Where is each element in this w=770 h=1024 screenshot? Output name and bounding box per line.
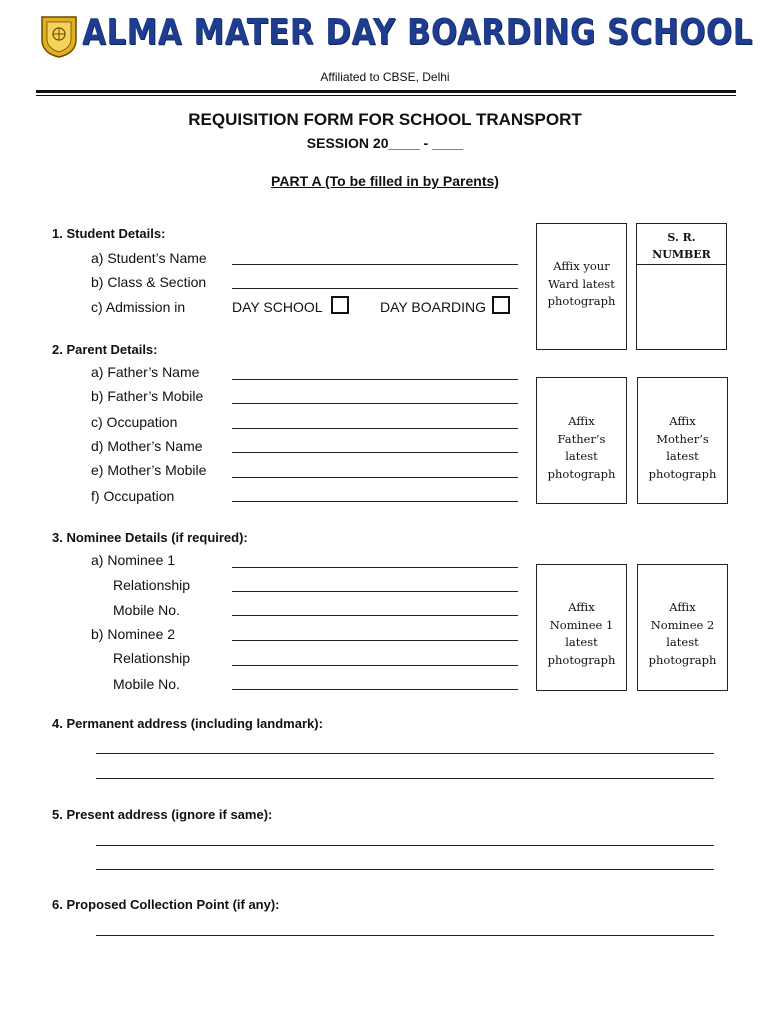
photo-text: photograph xyxy=(547,652,616,667)
affiliation-text: Affiliated to CBSE, Delhi xyxy=(320,70,450,84)
mother-photo-box[interactable] xyxy=(637,377,728,504)
photo-text: latest xyxy=(666,635,699,649)
nominee1-relationship-field[interactable] xyxy=(232,591,518,592)
photo-text: photograph xyxy=(547,466,616,481)
school-logo xyxy=(40,14,78,58)
present-address-line-1[interactable] xyxy=(96,845,714,846)
class-section-field[interactable] xyxy=(232,288,518,289)
header-rule-thin xyxy=(36,95,736,96)
sr-divider xyxy=(637,264,726,265)
session-field[interactable]: SESSION 20____ - ____ xyxy=(306,135,464,151)
mother-mobile-field[interactable] xyxy=(232,477,518,478)
sr-number-box[interactable] xyxy=(636,223,727,350)
nominee2-field[interactable] xyxy=(232,640,518,641)
photo-text: Nominee 1 xyxy=(549,617,614,632)
present-address-line-2[interactable] xyxy=(96,869,714,870)
admission-label: c) Admission in xyxy=(91,299,186,315)
sr-label: S. R. xyxy=(667,231,696,244)
nominee1-mobile-field[interactable] xyxy=(232,615,518,616)
class-section-label: b) Class & Section xyxy=(91,274,207,290)
nominee2-mobile-field[interactable] xyxy=(232,689,518,690)
day-school-label: DAY SCHOOL xyxy=(232,299,323,315)
father-occupation-label: c) Occupation xyxy=(91,414,178,430)
photo-text: latest xyxy=(565,635,598,649)
photo-text: photograph xyxy=(648,652,717,667)
photo-text: photograph xyxy=(547,294,616,308)
part-a-heading: PART A (To be filled in by Parents) xyxy=(271,173,499,189)
collection-point-heading: 6. Proposed Collection Point (if any): xyxy=(52,897,280,912)
nominee2-relationship-field[interactable] xyxy=(232,665,518,666)
nominee1-relationship-label: Relationship xyxy=(113,577,191,593)
photo-text: Affix xyxy=(568,414,595,428)
photo-text: Mother’s xyxy=(656,431,709,446)
day-school-checkbox[interactable] xyxy=(331,296,349,314)
nominee2-mobile-label: Mobile No. xyxy=(113,676,180,692)
nominee1-mobile-label: Mobile No. xyxy=(113,602,180,618)
photo-text: Affix your xyxy=(553,259,610,273)
nominee-details-heading: 3. Nominee Details (if required): xyxy=(52,530,248,545)
father-mobile-field[interactable] xyxy=(232,403,518,404)
photo-text: Affix xyxy=(669,414,696,428)
student-name-field[interactable] xyxy=(232,264,518,265)
student-details-heading: 1. Student Details: xyxy=(52,226,166,241)
nominee1-field[interactable] xyxy=(232,567,518,568)
mother-occupation-label: f) Occupation xyxy=(91,488,175,504)
photo-text: latest xyxy=(666,449,699,463)
mother-name-label: d) Mother’s Name xyxy=(91,438,203,454)
permanent-address-heading: 4. Permanent address (including landmark): xyxy=(52,716,323,731)
sr-number-label: NUMBER xyxy=(652,248,711,261)
photo-text: Affix xyxy=(568,600,595,614)
form-title: REQUISITION FORM FOR SCHOOL TRANSPORT xyxy=(188,110,582,129)
mother-name-field[interactable] xyxy=(232,452,518,453)
student-name-label: a) Student’s Name xyxy=(91,250,207,266)
father-name-field[interactable] xyxy=(232,379,518,380)
photo-text: Ward latest xyxy=(548,276,615,291)
father-name-label: a) Father’s Name xyxy=(91,364,200,380)
present-address-heading: 5. Present address (ignore if same): xyxy=(52,807,273,822)
nominee2-photo-box[interactable] xyxy=(637,564,728,691)
ward-photo-box[interactable] xyxy=(536,223,627,350)
header-rule-thick xyxy=(36,90,736,93)
mother-mobile-label: e) Mother’s Mobile xyxy=(91,462,207,478)
nominee1-label: a) Nominee 1 xyxy=(91,552,176,568)
school-name: ALMA MATER DAY BOARDING SCHOOL xyxy=(82,12,753,53)
mother-occupation-field[interactable] xyxy=(232,501,518,502)
day-boarding-checkbox[interactable] xyxy=(492,296,510,314)
photo-text: photograph xyxy=(648,466,717,481)
permanent-address-line-2[interactable] xyxy=(96,778,714,779)
nominee2-label: b) Nominee 2 xyxy=(91,626,176,642)
nominee2-relationship-label: Relationship xyxy=(113,650,191,666)
nominee1-photo-box[interactable] xyxy=(536,564,627,691)
father-occupation-field[interactable] xyxy=(232,428,518,429)
photo-text: latest xyxy=(565,449,598,463)
father-mobile-label: b) Father’s Mobile xyxy=(91,388,204,404)
photo-text: Father’s xyxy=(557,431,606,446)
parent-details-heading: 2. Parent Details: xyxy=(52,342,158,357)
day-boarding-label: DAY BOARDING xyxy=(380,299,487,315)
photo-text: Affix xyxy=(669,600,696,614)
father-photo-box[interactable] xyxy=(536,377,627,504)
permanent-address-line-1[interactable] xyxy=(96,753,714,754)
collection-point-line[interactable] xyxy=(96,935,714,936)
photo-text: Nominee 2 xyxy=(650,617,715,632)
